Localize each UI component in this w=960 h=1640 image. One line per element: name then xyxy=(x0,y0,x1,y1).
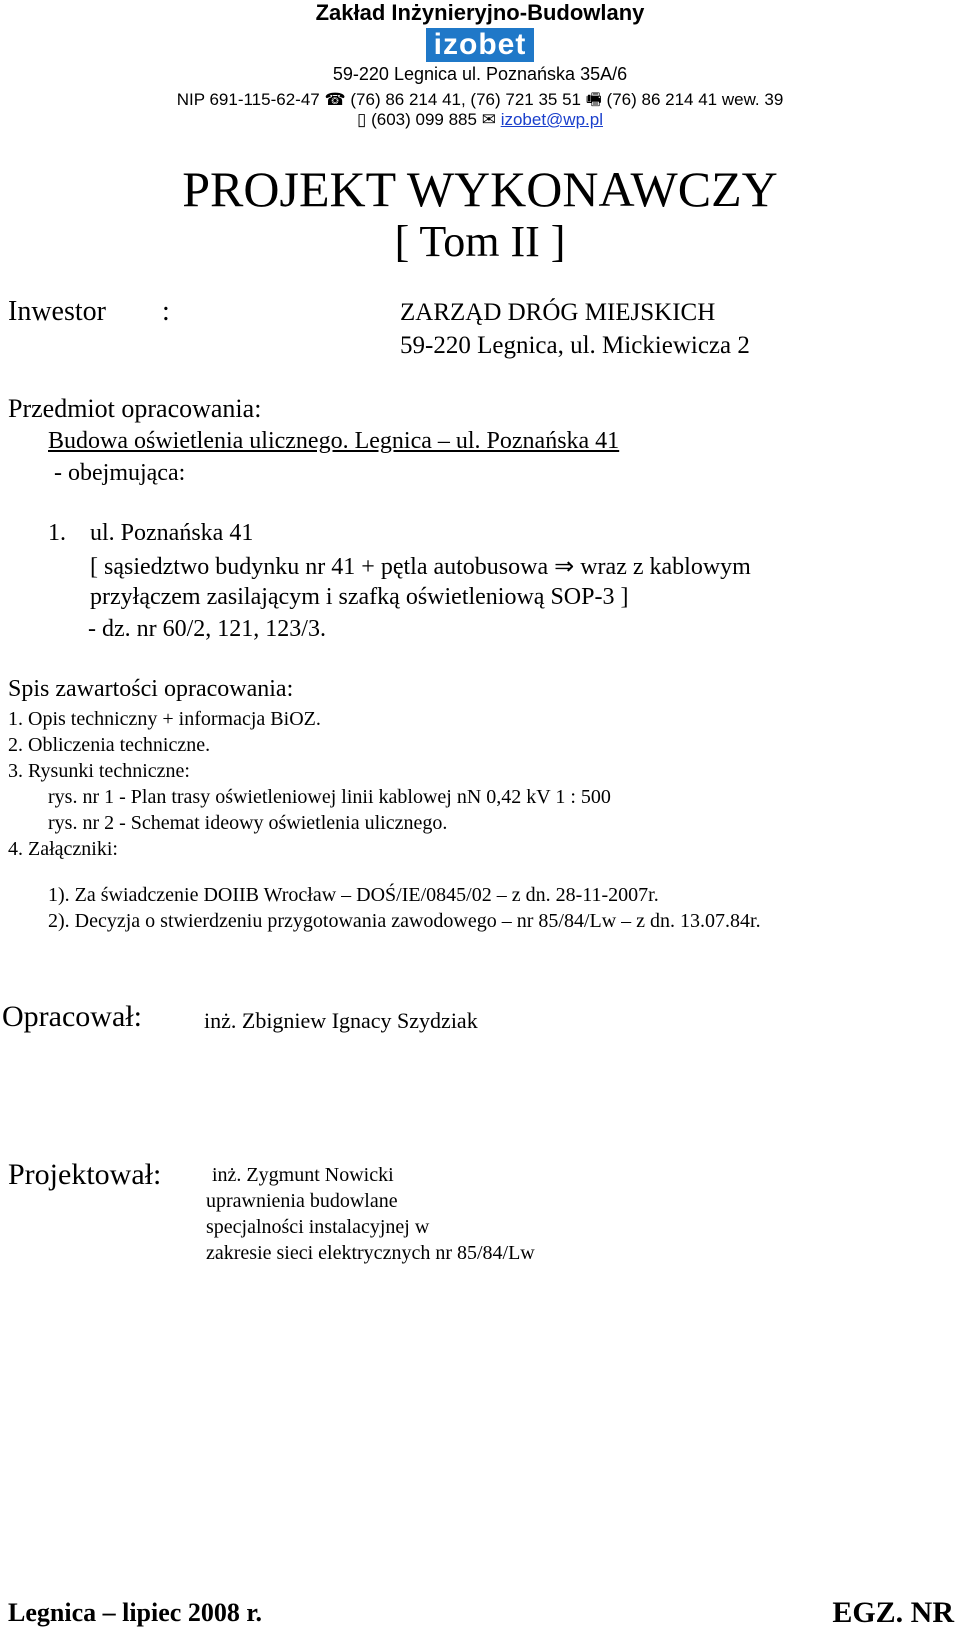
attachments-label: 4. Załączniki: xyxy=(8,838,118,860)
prepared-label: Opracował: xyxy=(2,1000,142,1033)
contents-label: Spis zawartości opracowania: xyxy=(8,676,294,702)
phone-numbers: (76) 86 214 41, (76) 721 35 51 xyxy=(350,90,582,109)
footer-copy-number: EGZ. NR xyxy=(832,1596,954,1629)
fax-number: (76) 86 214 41 wew. 39 xyxy=(606,90,784,109)
attachment-1: 1). Za świadczenie DOIIB Wrocław – DOŚ/IE/0845/02 – z dn. 28-11-2007r. xyxy=(48,884,659,906)
item-line-2: przyłączem zasilającym i szafką oświetleniową SOP-3 ] xyxy=(90,584,629,610)
designed-line-4: zakresie sieci elektrycznych nr 85/84/Lw xyxy=(206,1242,535,1264)
designed-line-1: inż. Zygmunt Nowicki xyxy=(212,1164,394,1186)
designed-line-2: uprawnienia budowlane xyxy=(206,1190,398,1212)
email-icon: ✉ xyxy=(481,110,496,129)
contents-item-1: 1. Opis techniczny + informacja BiOZ. xyxy=(8,708,321,730)
document-title: PROJEKT WYKONAWCZY xyxy=(182,161,778,217)
company-name: Zakład Inżynieryjno-Budowlany xyxy=(315,0,645,25)
footer-place-date: Legnica – lipiec 2008 r. xyxy=(8,1598,262,1627)
designed-label: Projektował: xyxy=(8,1158,162,1191)
fax-icon: 🖷 xyxy=(585,90,602,109)
attachment-2: 2). Decyzja o stwierdzeniu przygotowania zawodowego – nr 85/84/Lw – z dn. 13.07.84r. xyxy=(48,910,761,932)
logo-wrapper xyxy=(0,28,960,62)
investor-label: Inwestor xyxy=(8,296,106,327)
email-link[interactable]: izobet@wp.pl xyxy=(500,110,603,129)
drawing-2: rys. nr 2 - Schemat ideowy oświetlenia ulicznego. xyxy=(48,812,448,834)
mobile-number: (603) 099 885 xyxy=(371,110,477,129)
mobile-phone-icon: ▯ xyxy=(357,110,367,129)
phone-icon: ☎ xyxy=(324,90,346,109)
item-title: ul. Poznańska 41 xyxy=(90,520,254,546)
contents-item-3: 3. Rysunki techniczne: xyxy=(8,760,190,782)
investor-name: ZARZĄD DRÓG MIEJSKICH xyxy=(400,299,716,326)
investor-colon: : xyxy=(162,296,170,327)
subject-includes: - obejmująca: xyxy=(54,460,186,486)
item-line-3: - dz. nr 60/2, 121, 123/3. xyxy=(88,616,326,642)
item-line-1: [ sąsiedztwo budynku nr 41 + pętla autobusowa ⇒ wraz z kablowym xyxy=(90,554,751,580)
company-address: 59-220 Legnica ul. Poznańska 35A/6 xyxy=(332,64,628,84)
subject-text: Budowa oświetlenia ulicznego. Legnica – ul. Poznańska 41 xyxy=(48,428,620,454)
contact-line-2 xyxy=(0,110,960,130)
drawing-1: rys. nr 1 - Plan trasy oświetleniowej linii kablowej nN 0,42 kV 1 : 500 xyxy=(48,786,611,808)
contents-item-2: 2. Obliczenia techniczne. xyxy=(8,734,211,756)
investor-address: 59-220 Legnica, ul. Mickiewicza 2 xyxy=(400,332,750,359)
designed-line-3: specjalności instalacyjnej w xyxy=(206,1216,430,1238)
company-logo: izobet xyxy=(426,28,535,62)
item-number: 1. xyxy=(48,520,66,546)
nip-number: NIP 691-115-62-47 xyxy=(176,90,320,109)
subject-label: Przedmiot opracowania: xyxy=(8,394,262,423)
prepared-name: inż. Zbigniew Ignacy Szydziak xyxy=(204,1008,478,1033)
document-volume: [ Tom II ] xyxy=(394,217,566,266)
